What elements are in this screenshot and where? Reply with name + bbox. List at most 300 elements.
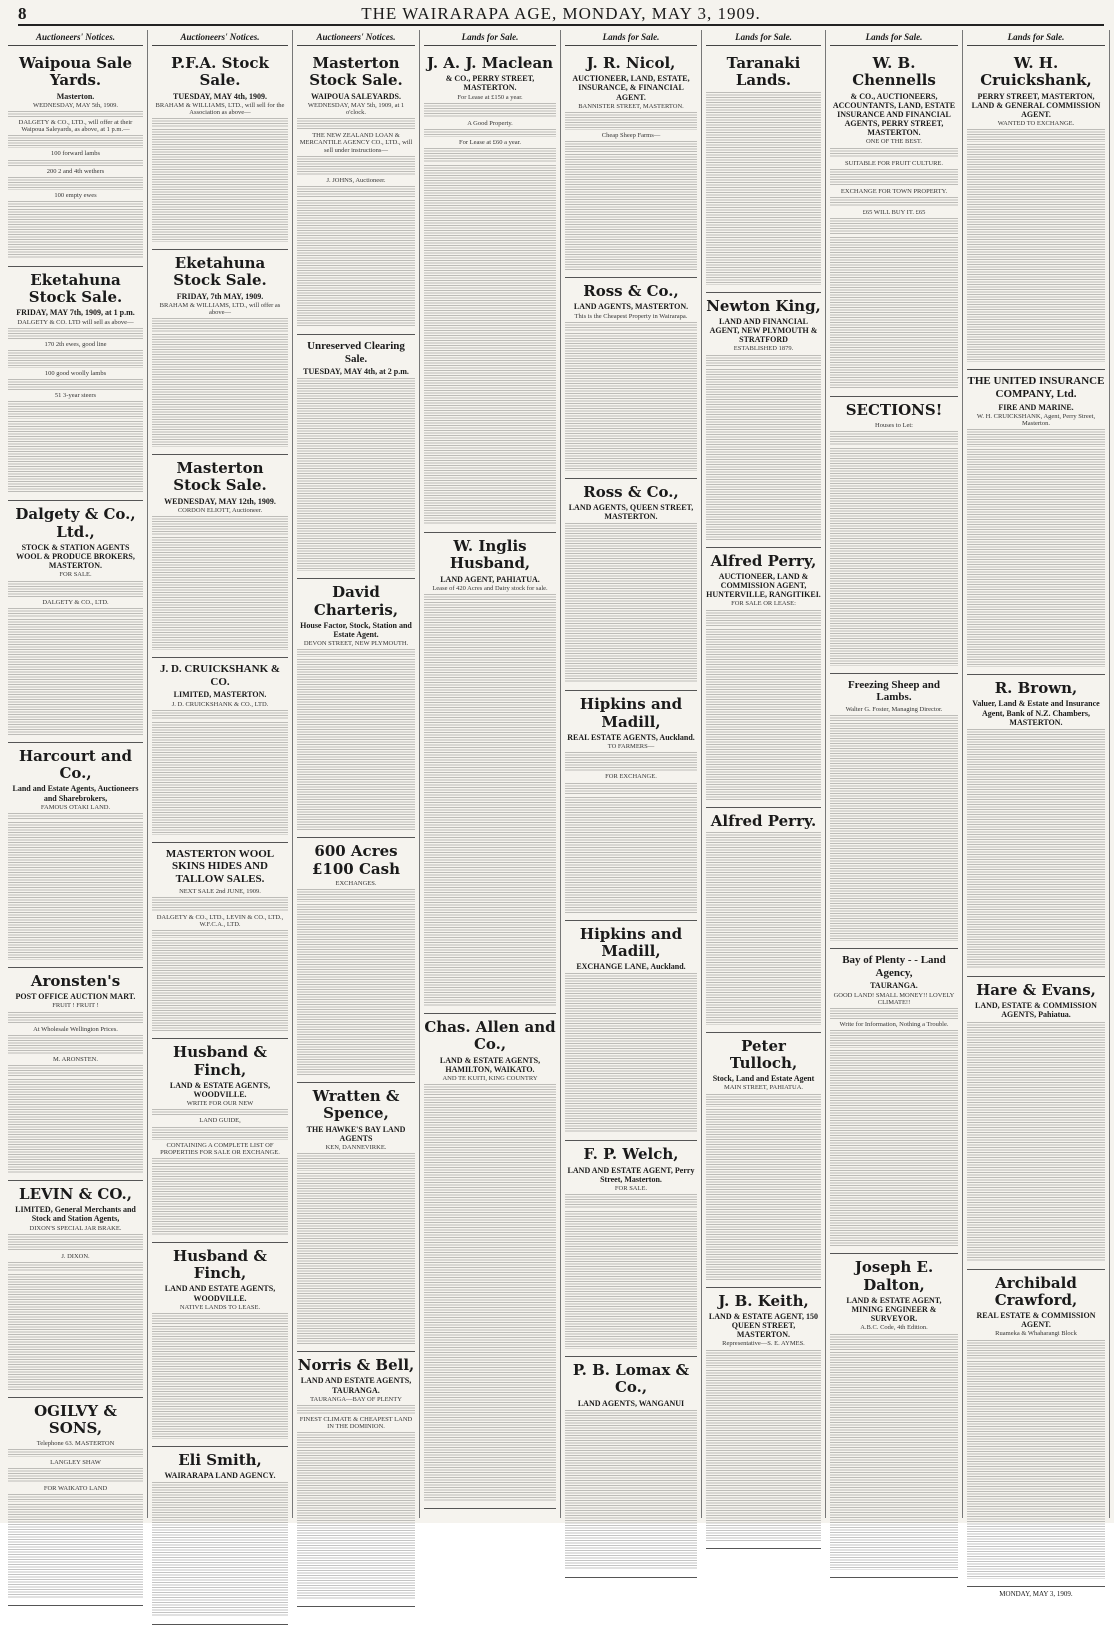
ad-line: FOR WAIKATO LAND	[43, 1484, 108, 1492]
body-text-block	[565, 797, 697, 913]
advertisement	[297, 50, 415, 335]
advertisement	[830, 50, 958, 397]
ad-title: Eli Smith,	[178, 1451, 262, 1470]
ad-title: 600 Acres £100 Cash	[312, 842, 400, 878]
body-text-block	[152, 1166, 288, 1235]
body-text-block	[152, 129, 288, 242]
ad-line: ESTABLISHED 1879.	[733, 345, 794, 353]
ad-subtitle: LAND & ESTATE AGENT, MINING ENGINEER & SURVEYOR.	[846, 1295, 942, 1324]
ad-title: Masterton Stock Sale.	[173, 459, 267, 495]
body-text-block	[152, 1482, 288, 1617]
ad-line: DIXON'S SPECIAL JAR BRAKE.	[29, 1224, 122, 1232]
body-text-block	[8, 1035, 143, 1054]
body-text-block	[152, 722, 288, 835]
ad-line: DALGETY & CO., LTD., will offer at their Waipoua Saleyards, as above, at 1 p.m.—	[18, 118, 133, 134]
advertisement	[830, 674, 958, 949]
ad-line: £65 WILL BUY IT. £65	[862, 209, 926, 217]
ad-subtitle: LAND AGENTS, MASTERTON.	[573, 302, 689, 312]
ad-subtitle: LAND AGENTS, QUEEN STREET, MASTERTON.	[568, 503, 694, 522]
body-text-block	[830, 148, 958, 158]
body-text-block	[8, 1234, 143, 1251]
ad-title: LEVIN & CO.,	[19, 1185, 132, 1203]
advertisement	[830, 949, 958, 1254]
body-text-block	[297, 659, 415, 830]
advertisement	[297, 335, 415, 579]
ad-title: P.F.A. Stock Sale.	[171, 54, 269, 90]
page-header	[18, 4, 1104, 26]
ad-title: Newton King,	[706, 296, 821, 315]
body-text-block	[152, 1313, 288, 1324]
column-heading: Auctioneers' Notices.	[297, 30, 415, 46]
body-text-block	[152, 537, 288, 650]
ad-title: MASTERTON WOOL SKINS HIDES AND TALLOW SALES.	[165, 847, 275, 886]
ad-title: Eketahuna Stock Sale.	[28, 270, 123, 307]
ad-subtitle: & CO., AUCTIONEERS, ACCOUNTANTS, LAND, ESTATE INSURANCE AND FINANCIAL AGENTS, PERRY STREET, MASTERTON.	[832, 91, 956, 138]
advertisement	[8, 267, 143, 502]
ad-title: J. B. Keith,	[718, 1291, 809, 1310]
ad-title: Freezing Sheep and Lambs.	[847, 678, 941, 704]
ad-title: Hare & Evans,	[976, 980, 1096, 999]
advertisement	[152, 1039, 288, 1243]
body-text-block	[297, 1432, 415, 1448]
ad-line: FOR SALE.	[59, 571, 92, 579]
ad-line: DEVON STREET, NEW PLYMOUTH.	[303, 640, 409, 648]
ad-line: BRAHAM & WILLIAMS, LTD., will offer as above—	[159, 301, 281, 316]
ad-subtitle: LAND & ESTATE AGENTS, HAMILTON, WAIKATO.	[439, 1055, 541, 1074]
body-text-block	[8, 1065, 143, 1077]
advertisement	[297, 838, 415, 1083]
body-text-block	[565, 112, 697, 130]
body-text-block	[297, 1405, 415, 1414]
ad-line: M. ARONSTEN.	[53, 1055, 98, 1063]
ad-line: DALGETY & CO., LTD.	[42, 598, 109, 606]
body-text-block	[8, 401, 143, 419]
body-text-block	[8, 813, 143, 820]
ad-title: W. H. Cruickshank,	[980, 54, 1092, 90]
body-text-block	[8, 135, 143, 148]
advertisement	[152, 1447, 288, 1625]
column-6	[702, 30, 826, 1518]
ad-subtitle: FRIDAY, MAY 7th, 1909, at 1 p.m.	[16, 308, 135, 318]
ad-subtitle: Stock, Land and Estate Agent	[712, 1074, 815, 1084]
ad-subtitle: LAND AND FINANCIAL AGENT, NEW PLYMOUTH & STRATFORD	[709, 316, 818, 345]
ad-line: A.B.C. Code, 4th Edition.	[860, 1324, 928, 1332]
advertisement	[830, 397, 958, 673]
body-text-block	[706, 610, 821, 627]
advertisement	[8, 743, 143, 968]
body-text-block	[8, 421, 143, 493]
body-text-block	[424, 103, 556, 118]
advertisement	[152, 50, 288, 250]
advertisement	[706, 808, 821, 1033]
body-text-block	[8, 822, 143, 960]
advertisement	[424, 50, 556, 533]
advertisement	[967, 1270, 1105, 1587]
body-text-block	[8, 177, 143, 190]
ad-line: FAMOUS OTAKI LAND.	[40, 803, 111, 811]
body-text-block	[706, 369, 821, 540]
ad-line: AND TE KUITI, KING COUNTRY	[442, 1075, 538, 1082]
ad-title: J. A. J. Maclean	[426, 54, 554, 72]
body-text-block	[297, 378, 415, 571]
ad-subtitle: LAND AND ESTATE AGENT, Perry Street, Masterton.	[567, 1165, 695, 1184]
column-2	[148, 30, 293, 1518]
ad-line: Write for Information, Nothing a Trouble.	[839, 1021, 949, 1029]
column-heading: Auctioneers' Notices.	[8, 30, 143, 46]
ad-subtitle: LAND AND ESTATE AGENTS, WOODVILLE.	[164, 1284, 276, 1303]
advertisement	[565, 50, 697, 278]
body-text-block	[424, 165, 556, 525]
ad-title: Eketahuna Stock Sale.	[173, 254, 267, 290]
body-text-block	[8, 1494, 143, 1502]
body-text-block	[152, 334, 288, 447]
ad-line: LANGLEY SHAW	[50, 1458, 101, 1466]
body-text-block	[152, 118, 288, 127]
advertisement	[706, 1033, 821, 1288]
column-heading: Lands for Sale.	[706, 30, 821, 46]
ad-line: CONTAINING A COMPLETE LIST OF PROPERTIES FOR SALE OR EXCHANGE.	[160, 1141, 280, 1156]
ad-title: Joseph E. Dalton,	[854, 1258, 934, 1294]
ad-line: Ruameka & Whaharangi Block	[995, 1330, 1077, 1338]
body-text-block	[830, 1030, 958, 1048]
ad-line: KEN, DANNEVIRKE.	[325, 1144, 387, 1152]
body-text-block	[152, 710, 288, 720]
body-text-block	[8, 379, 143, 390]
body-text-block	[424, 129, 556, 137]
ad-subtitle: Land and Estate Agents, Auctioneers and Sharebrokers,	[12, 784, 139, 803]
ad-title: Wratten & Spence,	[312, 1087, 400, 1123]
ad-line: MAIN STREET, PAHIATUA.	[723, 1084, 804, 1092]
advertisement	[967, 977, 1105, 1270]
ad-title: Husband & Finch,	[173, 1043, 267, 1079]
ad-line: TO FARMERS—	[607, 743, 655, 751]
advertisement	[8, 50, 143, 267]
ad-subtitle: FIRE AND MARINE.	[998, 402, 1074, 412]
body-text-block	[967, 144, 1105, 362]
ad-title: Aronsten's	[30, 971, 121, 990]
ad-subtitle: LAND, ESTATE & COMMISSION AGENTS, Pahiatua.	[975, 1001, 1097, 1020]
body-text-block	[424, 594, 556, 600]
body-text-block	[152, 318, 288, 332]
body-text-block	[8, 209, 143, 259]
advertisement	[8, 1181, 143, 1398]
body-text-block	[297, 1153, 415, 1171]
advertisement	[565, 1141, 697, 1357]
body-text-block	[565, 322, 697, 331]
ad-line: W. H. CRUICKSHANK, Agent, Perry Street, Masterton.	[976, 412, 1096, 427]
advertisement	[424, 1014, 556, 1509]
advertisement	[297, 579, 415, 838]
ad-title: Unreserved Clearing Sale.	[307, 339, 405, 365]
body-text-block	[706, 1350, 821, 1368]
body-text-block	[565, 141, 697, 152]
advertisement	[152, 455, 288, 658]
body-text-block	[830, 237, 958, 389]
body-text-block	[830, 218, 958, 235]
ad-subtitle: LAND AGENT, PAHIATUA.	[440, 574, 540, 584]
body-text-block	[8, 1262, 143, 1272]
body-text-block	[830, 197, 958, 207]
ad-title: R. Brown,	[994, 679, 1078, 698]
body-text-block	[8, 1012, 143, 1024]
ad-title: Harcourt and Co.,	[18, 746, 132, 783]
body-text-block	[8, 1468, 143, 1483]
ad-subtitle: TUESDAY, MAY 4th, 1909.	[173, 91, 267, 101]
body-text-block	[706, 1370, 821, 1541]
ad-line: FOR SALE.	[614, 1184, 648, 1192]
ad-subtitle: FRIDAY, 7th MAY, 1909.	[176, 291, 264, 301]
body-text-block	[8, 1504, 143, 1598]
advertisement	[706, 293, 821, 548]
body-text-block	[565, 783, 697, 795]
body-text-block	[297, 904, 415, 1075]
ad-line: At Wholesale Wellington Prices.	[33, 1025, 118, 1033]
advertisement	[967, 370, 1105, 675]
body-text-block	[967, 729, 1105, 969]
body-text-block	[830, 1008, 958, 1019]
column-8	[963, 30, 1110, 1598]
body-text-block	[565, 1410, 697, 1570]
body-text-block	[8, 581, 143, 597]
ad-title: Archibald Crawford,	[994, 1273, 1078, 1309]
advertisement	[8, 968, 143, 1181]
ad-subtitle: PERRY STREET, MASTERTON, LAND & GENERAL COMMISSION AGENT.	[971, 91, 1101, 119]
body-text-block	[706, 832, 821, 1025]
body-text-block	[706, 1094, 821, 1107]
column-heading: Auctioneers' Notices.	[152, 30, 288, 46]
ad-line: FINEST CLIMATE & CHEAPEST LAND IN THE DOMINION.	[299, 1416, 413, 1431]
ad-subtitle: LAND AND ESTATE AGENTS, TAURANGA.	[300, 1376, 412, 1395]
body-text-block	[424, 1097, 556, 1501]
ad-line: EXCHANGE FOR TOWN PROPERTY.	[840, 187, 948, 195]
advertisement	[152, 250, 288, 455]
page-title: THE WAIRARAPA AGE, MONDAY, MAY 3, 1909.	[361, 4, 761, 23]
body-text-block	[830, 1050, 958, 1246]
ad-title: Dalgety & Co., Ltd.,	[15, 505, 136, 541]
column-4	[420, 30, 561, 1518]
advertisement	[152, 1243, 288, 1447]
ad-line: 51 3-year steers	[54, 392, 97, 400]
colophon: MONDAY, MAY 3, 1909.	[999, 1589, 1073, 1598]
ad-subtitle: EXCHANGE LANE, Auckland.	[576, 962, 686, 972]
ad-line: LAND GUIDE,	[199, 1117, 241, 1125]
ad-title: Waipoua Sale Yards.	[18, 54, 133, 90]
body-text-block	[8, 619, 143, 735]
ad-line: 200 2 and 4th wethers	[46, 167, 105, 175]
advertisement	[565, 278, 697, 479]
ad-line: J. JOHNS, Auctioneer.	[326, 176, 386, 184]
ad-line: 100 forward lambs	[50, 150, 101, 158]
body-text-block	[8, 350, 143, 368]
advertisement	[565, 479, 697, 692]
ad-line: DALGETY & CO., LTD., LEVIN & CO., LTD., W.F.C.A., LTD.	[156, 913, 284, 929]
ad-title: Husband & Finch,	[173, 1246, 267, 1283]
ad-line: BRAHAM & WILLIAMS, LTD., will sell for the Association as above—	[155, 101, 285, 116]
ad-line: Cheap Sheep Farms—	[601, 132, 661, 140]
ad-subtitle: LIMITED, MASTERTON.	[173, 690, 267, 700]
body-text-block	[8, 1449, 143, 1457]
page-number: 8	[18, 4, 27, 23]
body-text-block	[152, 1326, 288, 1439]
ad-title: P. B. Lomax & Co.,	[572, 1361, 690, 1397]
advertisement	[152, 658, 288, 843]
body-text-block	[565, 523, 697, 683]
advertisement	[967, 50, 1105, 370]
ad-line: J. DIXON.	[61, 1252, 90, 1260]
ad-subtitle: & CO., PERRY STREET, MASTERTON.	[445, 74, 535, 93]
ad-line: A Good Property.	[467, 119, 513, 127]
ad-line: FRUIT ! FRUIT !	[52, 1002, 99, 1010]
body-text-block	[565, 333, 697, 471]
body-text-block	[830, 431, 958, 446]
body-text-block	[297, 649, 415, 657]
body-text-block	[152, 516, 288, 535]
ad-line: EXCHANGES.	[335, 879, 377, 887]
ad-subtitle: THE HAWKE'S BAY LAND AGENTS	[306, 1124, 406, 1143]
ad-subtitle: LAND & ESTATE AGENT, 150 QUEEN STREET, MASTERTON.	[708, 1311, 819, 1340]
column-7	[826, 30, 963, 1518]
ad-line: 170 2th ewes, good line	[44, 340, 107, 348]
body-text-block	[967, 129, 1105, 142]
body-text-block	[8, 1274, 143, 1390]
ad-title: F. P. Welch,	[583, 1145, 679, 1164]
body-text-block	[297, 156, 415, 175]
body-text-block	[967, 429, 1105, 447]
ad-title: Chas. Allen and Co.,	[424, 1018, 556, 1054]
ad-subtitle: AUCTIONEER, LAND & COMMISSION AGENT, HUNTERVILLE, RANGITIKEI.	[706, 571, 821, 600]
body-text-block	[830, 1334, 958, 1350]
column-heading: Lands for Sale.	[565, 30, 697, 46]
advertisement	[8, 501, 143, 742]
ad-title: W. B. Chennells	[852, 54, 936, 90]
body-text-block	[152, 897, 288, 912]
ad-subtitle: REAL ESTATE AGENTS, Auckland.	[567, 732, 695, 742]
body-text-block	[706, 92, 821, 285]
advertisement	[297, 1083, 415, 1352]
ad-line: ONE OF THE BEST.	[865, 138, 923, 146]
body-text-block	[297, 186, 415, 198]
body-text-block	[297, 889, 415, 902]
column-1	[4, 30, 148, 1518]
ad-subtitle: WEDNESDAY, MAY 12th, 1909.	[164, 496, 276, 506]
body-text-block	[297, 118, 415, 130]
body-text-block	[967, 1361, 1105, 1579]
column-5	[561, 30, 702, 1518]
body-text-block	[706, 629, 821, 800]
body-text-block	[830, 723, 958, 941]
body-text-block	[8, 328, 143, 339]
column-heading: Lands for Sale.	[424, 30, 556, 46]
ad-title: Alfred Perry,	[710, 551, 817, 570]
advertisement	[565, 691, 697, 920]
ad-title: J. D. CRUICKSHANK & CO.	[159, 663, 281, 688]
body-text-block	[424, 148, 556, 163]
ad-line: NEXT SALE 2nd JUNE, 1909.	[179, 887, 261, 895]
ad-line: GOOD LAND! SMALL MONEY!! LOVELY CLIMATE!!	[833, 991, 955, 1006]
ad-line: CORDON ELIOTT, Auctioneer.	[177, 506, 263, 514]
advertisement	[297, 1352, 415, 1607]
ad-subtitle: LAND & ESTATE AGENTS, WOODVILLE.	[169, 1080, 271, 1099]
body-text-block	[424, 602, 556, 1006]
ad-subtitle: AUCTIONEER, LAND, ESTATE, INSURANCE, & FINANCIAL AGENT.	[572, 74, 690, 102]
body-text-block	[297, 1450, 415, 1599]
ad-line: 100 good woolly lambs	[44, 370, 107, 377]
ad-line: Lease of 420 Acres and Dairy stock for sale.	[432, 584, 548, 592]
body-text-block	[152, 940, 288, 1031]
ad-line: DALGETY & CO. LTD will sell as above—	[17, 318, 134, 326]
body-text-block	[830, 715, 958, 721]
ad-title: Peter Tulloch,	[729, 1036, 798, 1073]
body-text-block	[830, 1352, 958, 1570]
ad-subtitle: WAIRARAPA LAND AGENCY.	[164, 1471, 276, 1481]
ad-title: Norris & Bell,	[297, 1356, 415, 1375]
ad-line: This is the Cheapest Property in Wairarapa.	[574, 312, 688, 320]
ad-title: Alfred Perry.	[710, 811, 817, 830]
ad-subtitle: POST OFFICE AUCTION MART.	[15, 992, 136, 1002]
body-text-block	[706, 1109, 821, 1280]
ad-line: WANTED TO EXCHANGE.	[997, 120, 1075, 128]
ad-line: WEDNESDAY, MAY 5th, 1909, at 1 o'clock.	[307, 101, 405, 116]
ad-title: Taranaki Lands.	[726, 54, 801, 90]
advertisement	[424, 533, 556, 1014]
ad-title: Ross & Co.,	[583, 482, 679, 501]
advertisement	[706, 50, 821, 293]
ad-subtitle: TAURANGA.	[870, 981, 918, 991]
body-text-block	[8, 608, 143, 617]
ad-title: OGILVY & SONS,	[34, 1402, 117, 1438]
ad-line: J. D. CRUICKSHANK & CO., LTD.	[171, 700, 269, 708]
ad-title: Hipkins and Madill,	[579, 695, 683, 731]
body-text-block	[152, 1127, 288, 1140]
ad-title: Bay of Plenty - - Land Agency,	[842, 954, 946, 979]
ad-subtitle: LAND AGENTS, WANGANUI	[577, 1398, 685, 1408]
body-text-block	[8, 201, 143, 207]
advertisement	[830, 1254, 958, 1577]
advertisement	[967, 675, 1105, 977]
body-text-block	[565, 1211, 697, 1349]
body-text-block	[565, 154, 697, 270]
body-text-block	[152, 1158, 288, 1164]
ad-line: Representative—S. E. AYMES.	[722, 1340, 805, 1348]
ad-subtitle: Masterton.	[56, 91, 95, 101]
ad-line: TAURANGA—BAY OF PLENTY	[310, 1395, 402, 1403]
body-text-block	[967, 1022, 1105, 1262]
ad-title: W. Inglis Husband,	[449, 537, 531, 573]
advertisement	[706, 548, 821, 808]
ad-title: THE UNITED INSURANCE COMPANY, Ltd.	[967, 375, 1105, 400]
body-text-block	[565, 752, 697, 771]
body-text-block	[565, 973, 697, 1133]
ad-line: FOR EXCHANGE.	[605, 773, 657, 781]
ad-subtitle: WAIPOUA SALEYARDS.	[311, 91, 401, 101]
body-text-block	[565, 1194, 697, 1209]
ad-line: For Lease at £60 a year.	[458, 139, 522, 147]
ad-subtitle: TUESDAY, MAY 4th, at 2 p.m.	[303, 367, 409, 377]
column-heading: Lands for Sale.	[830, 30, 958, 46]
ad-line: WEDNESDAY, MAY 5th, 1909.	[32, 101, 119, 109]
ad-subtitle: Valuer, Land & Estate and Insurance Agent, Bank of N.Z. Chambers, MASTERTON.	[972, 699, 1100, 727]
ad-line: 100 empty ewes	[54, 191, 97, 199]
ad-title: J. R. Nicol,	[586, 54, 676, 72]
body-text-block	[8, 1079, 143, 1173]
ad-title: Hipkins and Madill,	[579, 924, 683, 960]
column-3	[293, 30, 420, 1518]
ad-subtitle: LIMITED, General Merchants and Stock and Station Agents,	[15, 1205, 136, 1224]
body-text-block	[8, 111, 143, 117]
body-text-block	[830, 169, 958, 186]
ad-title: Masterton Stock Sale.	[309, 54, 403, 90]
ad-line: NATIVE LANDS TO LEASE.	[179, 1303, 261, 1311]
